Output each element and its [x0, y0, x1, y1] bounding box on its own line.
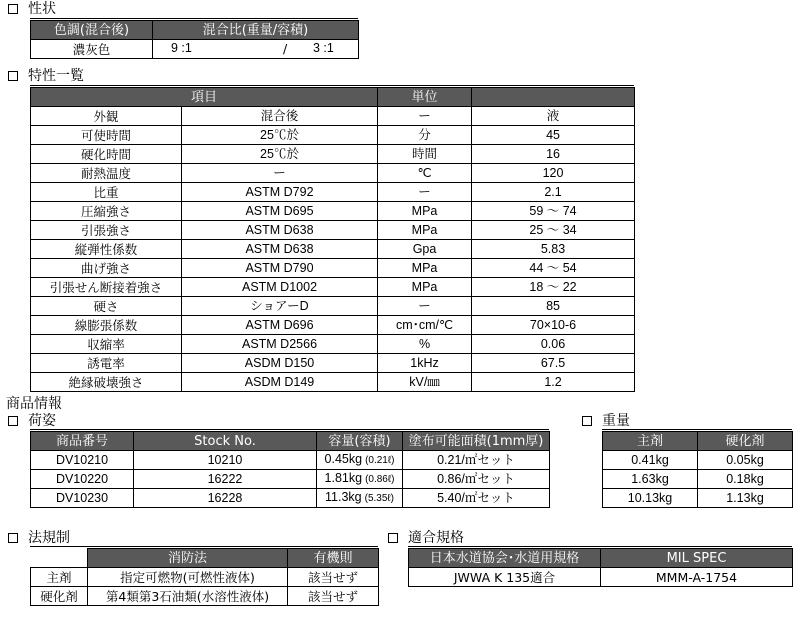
table-header-row — [603, 432, 793, 451]
capacity-cell — [317, 489, 403, 508]
value-cell: 5.83 — [472, 240, 635, 259]
product-code-cell: DV10210 — [31, 451, 134, 470]
organic-solvent-rule-cell: 該当せず — [288, 587, 379, 606]
ratio-separator: / — [283, 41, 288, 56]
condition-cell: ー — [182, 164, 378, 183]
condition-cell: ASTM D696 — [182, 316, 378, 335]
section-title: 適合規格 — [408, 530, 464, 546]
table-row — [31, 221, 635, 240]
checkbox-icon — [388, 533, 398, 543]
table-row — [31, 107, 635, 126]
item-cell: 絶縁破壊強さ — [31, 373, 182, 392]
section-heading-properties — [8, 1, 56, 17]
properties-table — [30, 20, 359, 59]
table-row — [31, 354, 635, 373]
table-header-row — [31, 432, 550, 451]
header-cell: 日本水道協会･水道用規格 — [409, 549, 601, 568]
item-cell: 可使時間 — [31, 126, 182, 145]
value-cell: 59 ～ 74 — [472, 202, 635, 221]
table-row — [603, 451, 793, 470]
section-rule — [30, 18, 358, 19]
capacity-volume: (5.35ℓ) — [364, 493, 394, 504]
ratio-volume: 3 :1 — [313, 41, 334, 55]
table-header-row — [31, 549, 379, 568]
fire-law-cell: 第4類第3石油類(水溶性液体) — [88, 587, 288, 606]
value-cell: 120 — [472, 164, 635, 183]
table-row — [31, 470, 550, 489]
table-row — [31, 568, 379, 587]
coverage-area-cell: 0.86/㎡セット — [403, 470, 550, 489]
condition-cell: ASTM D790 — [182, 259, 378, 278]
item-cell: 曲げ強さ — [31, 259, 182, 278]
section-heading-characteristics — [8, 68, 84, 84]
checkbox-icon — [8, 533, 18, 543]
condition-cell: ASTM D695 — [182, 202, 378, 221]
table-row — [409, 568, 793, 587]
color-cell: 濃灰色 — [31, 40, 153, 59]
table-row — [31, 489, 550, 508]
value-cell: 44 ～ 54 — [472, 259, 635, 278]
capacity-volume: (0.86ℓ) — [365, 474, 395, 485]
item-cell: 比重 — [31, 183, 182, 202]
table-row — [31, 316, 635, 335]
item-cell: 引張強さ — [31, 221, 182, 240]
header-cell: 容量(容積) — [317, 432, 403, 451]
packaging-table — [30, 431, 550, 508]
section-rule — [30, 85, 634, 86]
standard-mil-cell: MMM-A-1754 — [601, 568, 793, 587]
condition-cell: ASDM D150 — [182, 354, 378, 373]
unit-cell: ℃ — [378, 164, 472, 183]
checkbox-icon — [8, 71, 18, 81]
table-row — [31, 126, 635, 145]
main-agent-weight-cell: 1.63kg — [603, 470, 698, 489]
value-cell: 2.1 — [472, 183, 635, 202]
item-cell: 線膨張係数 — [31, 316, 182, 335]
standards-table — [408, 548, 793, 587]
capacity-volume: (0.21ℓ) — [365, 455, 395, 466]
table-row — [31, 373, 635, 392]
capacity-cell — [317, 451, 403, 470]
product-code-cell: DV10230 — [31, 489, 134, 508]
value-cell: 液 — [472, 107, 635, 126]
regulations-table — [30, 548, 379, 606]
unit-cell: ー — [378, 183, 472, 202]
unit-cell: ー — [378, 107, 472, 126]
unit-cell: 時間 — [378, 145, 472, 164]
item-cell: 誘電率 — [31, 354, 182, 373]
condition-cell: 25℃於 — [182, 145, 378, 164]
header-cell-blank — [31, 549, 88, 568]
product-code-cell: DV10220 — [31, 470, 134, 489]
standard-jwwa-cell: JWWA K 135適合 — [409, 568, 601, 587]
table-row — [31, 278, 635, 297]
ratio-cell — [153, 40, 359, 59]
table-row — [31, 259, 635, 278]
value-cell: 1.2 — [472, 373, 635, 392]
capacity-cell — [317, 470, 403, 489]
table-header-row — [31, 21, 359, 40]
header-cell: 混合比(重量/容積) — [153, 21, 359, 40]
unit-cell: kV/㎜ — [378, 373, 472, 392]
section-rule — [602, 429, 792, 430]
unit-cell: MPa — [378, 259, 472, 278]
table-row — [31, 240, 635, 259]
header-cell: 消防法 — [88, 549, 288, 568]
table-row — [31, 164, 635, 183]
header-cell: 有機則 — [288, 549, 379, 568]
table-row — [31, 145, 635, 164]
hardener-weight-cell: 0.18kg — [698, 470, 793, 489]
unit-cell: 分 — [378, 126, 472, 145]
section-rule — [30, 546, 378, 547]
capacity-weight: 1.81kg — [324, 471, 363, 485]
value-cell: 25 ～ 34 — [472, 221, 635, 240]
ratio-weight: 9 :1 — [171, 41, 192, 55]
capacity-weight: 11.3kg — [325, 490, 362, 504]
condition-cell: 混合後 — [182, 107, 378, 126]
main-agent-weight-cell: 10.13kg — [603, 489, 698, 508]
condition-cell: ショアーD — [182, 297, 378, 316]
header-cell: Stock No. — [134, 432, 317, 451]
checkbox-icon — [8, 416, 18, 426]
component-cell: 主剤 — [31, 568, 88, 587]
condition-cell: ASTM D2566 — [182, 335, 378, 354]
unit-cell: MPa — [378, 202, 472, 221]
section-rule — [408, 546, 792, 547]
checkbox-icon — [582, 416, 592, 426]
condition-cell: ASDM D149 — [182, 373, 378, 392]
table-row — [31, 297, 635, 316]
hardener-weight-cell: 0.05kg — [698, 451, 793, 470]
value-cell: 0.06 — [472, 335, 635, 354]
checkbox-icon — [8, 4, 18, 14]
header-cell: 硬化剤 — [698, 432, 793, 451]
table-row — [31, 587, 379, 606]
header-cell-item: 項目 — [31, 88, 378, 107]
section-heading-product-info: 商品情報 — [6, 396, 62, 412]
table-row — [603, 489, 793, 508]
main-agent-weight-cell: 0.41kg — [603, 451, 698, 470]
section-title: 重量 — [602, 413, 630, 429]
section-title: 特性一覧 — [28, 68, 84, 84]
weight-table — [602, 431, 793, 508]
stock-no-cell: 10210 — [134, 451, 317, 470]
condition-cell: ASTM D638 — [182, 221, 378, 240]
unit-cell: Gpa — [378, 240, 472, 259]
item-cell: 収縮率 — [31, 335, 182, 354]
value-cell: 70×10-6 — [472, 316, 635, 335]
header-cell: MIL SPEC — [601, 549, 793, 568]
section-heading-packaging — [8, 413, 56, 429]
stock-no-cell: 16222 — [134, 470, 317, 489]
header-cell: 主剤 — [603, 432, 698, 451]
value-cell: 45 — [472, 126, 635, 145]
table-row — [31, 183, 635, 202]
header-cell-blank — [472, 88, 635, 107]
item-cell: 圧縮強さ — [31, 202, 182, 221]
item-cell: 硬化時間 — [31, 145, 182, 164]
item-cell: 耐熱温度 — [31, 164, 182, 183]
item-cell: 縦弾性係数 — [31, 240, 182, 259]
condition-cell: ASTM D792 — [182, 183, 378, 202]
characteristics-table — [30, 87, 635, 392]
condition-cell: ASTM D638 — [182, 240, 378, 259]
value-cell: 85 — [472, 297, 635, 316]
unit-cell: MPa — [378, 221, 472, 240]
capacity-weight: 0.45kg — [324, 452, 363, 466]
table-row — [31, 451, 550, 470]
hardener-weight-cell: 1.13kg — [698, 489, 793, 508]
header-cell: 塗布可能面積(1mm厚) — [403, 432, 550, 451]
item-cell: 硬さ — [31, 297, 182, 316]
fire-law-cell: 指定可燃物(可燃性液体) — [88, 568, 288, 587]
unit-cell: MPa — [378, 278, 472, 297]
section-title: 法規制 — [28, 530, 70, 546]
unit-cell: % — [378, 335, 472, 354]
unit-cell: ー — [378, 297, 472, 316]
stock-no-cell: 16228 — [134, 489, 317, 508]
table-row — [603, 470, 793, 489]
value-cell: 16 — [472, 145, 635, 164]
value-cell: 67.5 — [472, 354, 635, 373]
section-heading-regulations — [8, 530, 70, 546]
table-header-row — [409, 549, 793, 568]
unit-cell: cm･cm/℃ — [378, 316, 472, 335]
condition-cell: 25℃於 — [182, 126, 378, 145]
section-title: 性状 — [28, 1, 56, 17]
coverage-area-cell: 0.21/㎡セット — [403, 451, 550, 470]
table-row — [31, 202, 635, 221]
section-rule — [30, 429, 549, 430]
section-heading-standards — [388, 530, 464, 546]
unit-cell: 1kHz — [378, 354, 472, 373]
table-row — [31, 40, 359, 59]
coverage-area-cell: 5.40/㎡セット — [403, 489, 550, 508]
header-cell-unit: 単位 — [378, 88, 472, 107]
table-row — [31, 335, 635, 354]
component-cell: 硬化剤 — [31, 587, 88, 606]
section-title: 荷姿 — [28, 413, 56, 429]
value-cell: 18 ～ 22 — [472, 278, 635, 297]
section-heading-weight — [582, 413, 630, 429]
item-cell: 引張せん断接着強さ — [31, 278, 182, 297]
item-cell: 外観 — [31, 107, 182, 126]
table-header-row — [31, 88, 635, 107]
condition-cell: ASTM D1002 — [182, 278, 378, 297]
header-cell: 商品番号 — [31, 432, 134, 451]
organic-solvent-rule-cell: 該当せず — [288, 568, 379, 587]
header-cell: 色調(混合後) — [31, 21, 153, 40]
